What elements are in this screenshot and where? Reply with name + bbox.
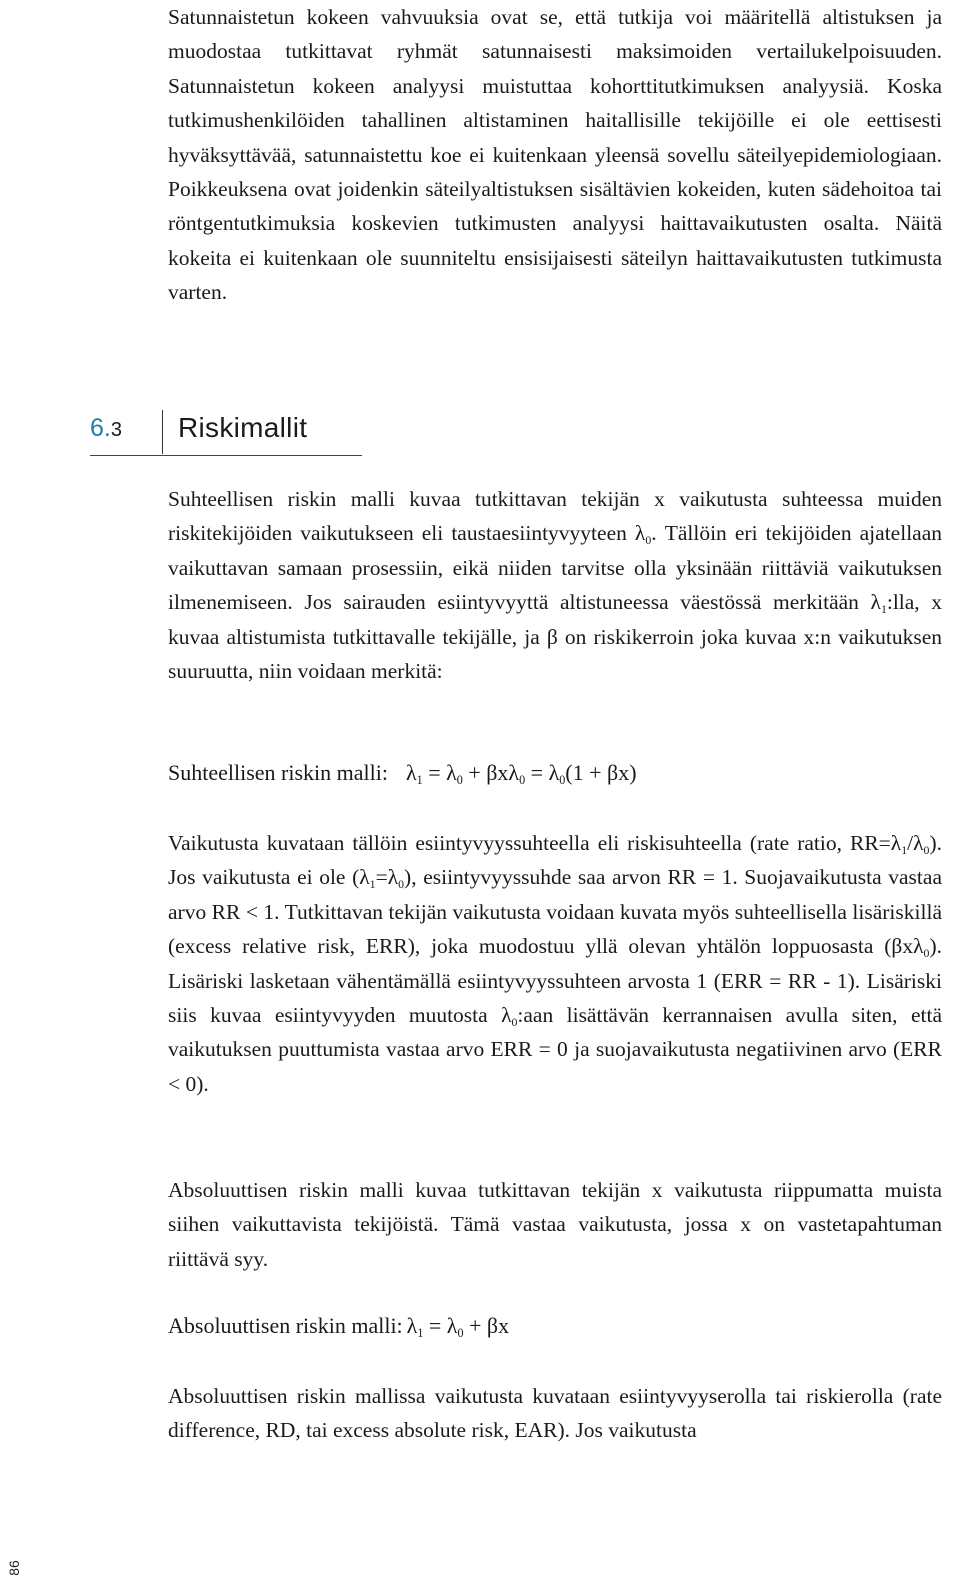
relative-risk-paragraph-block [168, 482, 942, 688]
relative-risk-formula [168, 760, 637, 786]
text-fragment: Vaikutusta kuvataan tällöin esiintyvyyssuhteella eli riskisuhteella (rate ratio, RR=λ [168, 831, 902, 855]
text-fragment: :lla, x kuvaa altistumista tutkittavalle tekijälle, ja β on riskikerroin joka kuvaa x:n vaikutuksen suuruutta, niin voidaan merkitä: [168, 590, 942, 684]
formula-part: λ [405, 760, 417, 785]
text-fragment: ), esiintyvyyssuhde saa arvon RR = 1. Suojavaikutusta vastaa arvo RR < 1. Tutkittavan tekijän vaikutusta voidaan kuvata myös suhteellisella lisäriskillä (excess relative risk, ERR), joka muodostuu yllä olevan yhtälön loppuosasta (βxλ [168, 865, 942, 959]
absolute-risk-formula [168, 1313, 509, 1339]
formula-label: Absoluuttisen riskin malli: [168, 1313, 403, 1338]
text-fragment: =λ [375, 865, 399, 890]
formula-part: (1 + βx) [565, 760, 637, 785]
formula-part: + βx [463, 1313, 510, 1338]
rate-ratio-paragraph [168, 826, 942, 1101]
formula-part: λ [406, 1313, 418, 1338]
subscript: 1 [416, 773, 423, 788]
intro-paragraph-block [168, 0, 942, 310]
text-fragment: ). Lisäriski lasketaan vähentämällä esiintyvyyssuhteen arvosta 1 (ERR = RR - 1). Lisäriski siis kuvaa esiintyvyyden muutosta λ [168, 934, 942, 1028]
absolute-risk-paragraph: Absoluuttisen riskin malli kuvaa tutkittavan tekijän x vaikutusta riippumatta muista siihen vaikuttavista tekijöistä. Tämä vastaa vaikutusta, jossa x on vastetapahtuman riittävä syy. [168, 1178, 942, 1271]
section-heading [90, 410, 362, 456]
formula-part: = λ [525, 760, 560, 785]
formula-expression [407, 1313, 509, 1339]
subscript: 0 [923, 946, 930, 961]
subscript: 1 [880, 602, 887, 617]
section-number-major: 6. [90, 414, 111, 442]
subscript: 1 [369, 877, 376, 892]
subscript: 0 [456, 773, 463, 788]
section-title: Riskimallit [178, 412, 308, 443]
subscript: 0 [511, 1015, 518, 1030]
formula-expression [406, 760, 637, 786]
section-number [90, 414, 122, 443]
subscript: 0 [923, 843, 930, 858]
rate-ratio-paragraph-block [168, 826, 942, 1101]
page-number [1, 1545, 27, 1591]
text-fragment: . Tällöin eri tekijöiden ajatellaan vaikuttavan samaan prosessiin, eikä niiden tarvitse olla yksinään riittäviä vaikutuksen ilmenemiseen. Jos sairauden esiintyvyyttä altistuneessa väestössä merkitään λ [168, 521, 942, 615]
subscript: 0 [645, 533, 652, 548]
formula-part: = λ [423, 1313, 458, 1338]
formula-label: Suhteellisen riskin malli: [168, 760, 388, 785]
heading-rule [90, 455, 362, 456]
intro-paragraph: Satunnaistetun kokeen vahvuuksia ovat se, että tutkija voi määritellä altistuksen ja muodostaa tutkittavat ryhmät satunnaisesti maksimoiden vertailukelpoisuuden. Satunnaistetun kokeen analyysi muistuttaa kohorttitutkimuksen analyysiä. Koska tutkimushenkilöiden tahallinen altistaminen haitallisille tekijöille ei ole eettisesti hyväksyttävää, satunnaistettu koe ei kuitenkaan yleensä sovellu säteilyepidemiologiaan. Poikkeuksena ovat joidenkin säteilyaltistuksen sisältävien kokeiden, kuten sädehoitoa tai röntgentutkimuksia koskevien tutkimusten analyysi haittavaikutusten osalta. Näitä kokeita ei kuitenkaan ole suunniteltu ensisijaisesti säteilyn haittavaikutusten tutkimusta varten. [168, 5, 942, 305]
subscript: 0 [519, 773, 526, 788]
section-number-minor: 3 [110, 419, 122, 441]
subscript: 1 [901, 843, 908, 858]
subscript: 0 [457, 1326, 464, 1341]
text-fragment: :aan lisättävän kerrannaisen avulla siten, että vaikutuksen puuttumista vastaa arvo ERR = 0 ja suojavaikutusta negatiivinen arvo (ERR < 0). [168, 1003, 942, 1096]
heading-divider-vertical [162, 410, 163, 454]
relative-risk-paragraph [168, 482, 942, 688]
absolute-risk-paragraph-block [168, 1173, 942, 1276]
subscript: 0 [559, 773, 566, 788]
formula-part: + βxλ [462, 760, 520, 785]
text-fragment: /λ [907, 831, 924, 855]
text-fragment: ). Jos vaikutusta ei ole (λ [168, 831, 942, 890]
subscript: 1 [417, 1326, 424, 1341]
text-fragment: Suhteellisen riskin malli kuvaa tutkittavan tekijän x vaikutusta suhteessa muiden riskitekijöiden vaikutukseen eli taustaesiintyvyyteen λ [168, 487, 942, 546]
formula-part: = λ [422, 760, 457, 785]
rate-difference-paragraph-block [168, 1379, 942, 1448]
rate-difference-paragraph: Absoluuttisen riskin mallissa vaikutusta kuvataan esiintyvyyserolla tai riskierolla (rate difference, RD, tai excess absolute risk, EAR). Jos vaikutusta [168, 1384, 942, 1443]
page-number-text: 86 [6, 1560, 22, 1576]
subscript: 0 [398, 877, 405, 892]
